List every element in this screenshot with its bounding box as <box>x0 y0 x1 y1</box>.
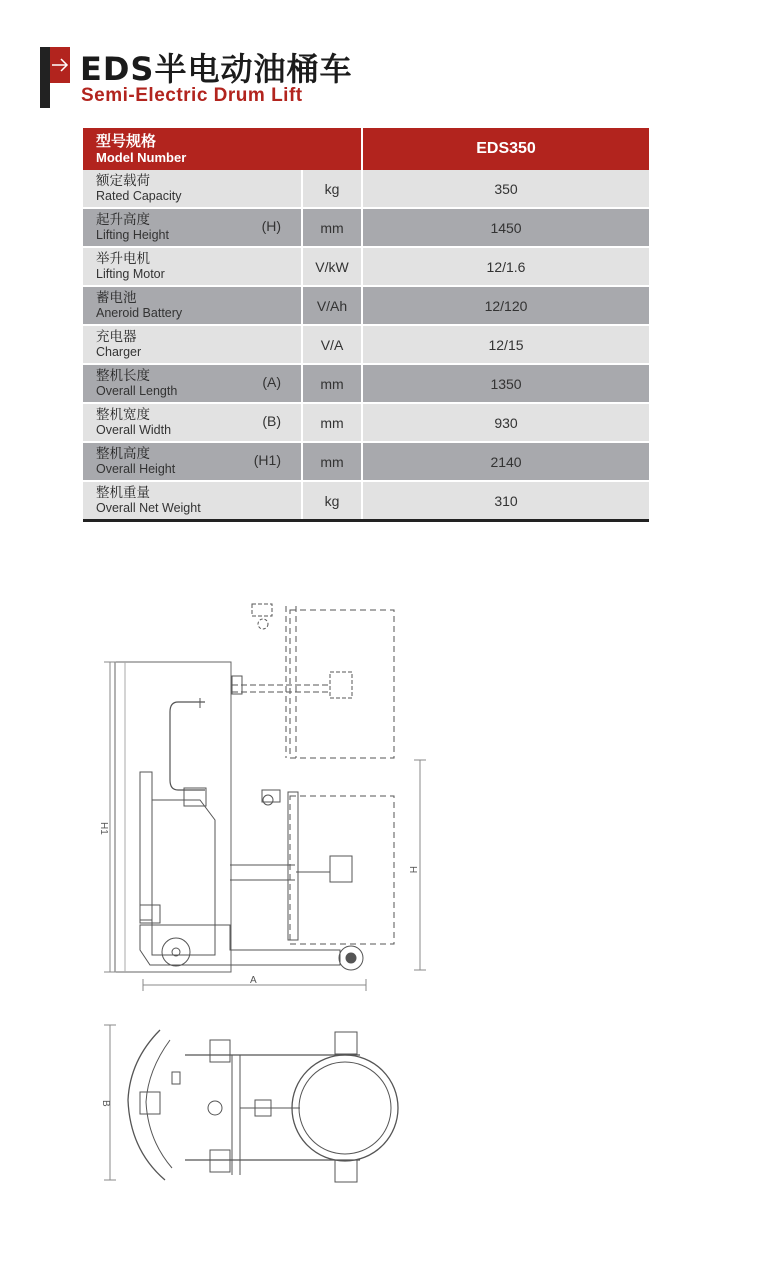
spec-unit: kg <box>302 481 362 521</box>
dim-label-a: A <box>250 975 257 986</box>
spec-unit: mm <box>302 442 362 481</box>
spec-name-cn: 起升高度 <box>96 211 150 228</box>
spec-value: 310 <box>362 481 649 521</box>
spec-name-en: Charger <box>96 344 142 359</box>
header-label-en: Model Number <box>96 150 187 165</box>
spec-name-cn: 整机宽度 <box>96 406 150 423</box>
page-title: EDS半电动油桶车 <box>80 50 353 88</box>
page-subtitle: Semi-Electric Drum Lift <box>81 85 303 106</box>
spec-name-cn: 蓄电池 <box>96 289 137 306</box>
spec-unit: V/kW <box>302 247 362 286</box>
spec-name-cn: 整机高度 <box>96 445 150 462</box>
spec-name-en: Overall Height <box>96 461 176 476</box>
dim-label-h: H <box>407 866 418 874</box>
spec-name-en: Lifting Motor <box>96 266 165 281</box>
spec-value: 1450 <box>362 208 649 247</box>
spec-name-en: Overall Net Weight <box>96 500 201 515</box>
spec-unit: V/Ah <box>302 286 362 325</box>
spec-value: 12/1.6 <box>362 247 649 286</box>
spec-value: 930 <box>362 403 649 442</box>
spec-unit: V/A <box>302 325 362 364</box>
spec-unit: mm <box>302 364 362 403</box>
spec-value: 12/15 <box>362 325 649 364</box>
spec-name-en: Lifting Height <box>96 227 169 242</box>
spec-value: 350 <box>362 170 649 208</box>
spec-name-cn: 整机长度 <box>96 367 150 384</box>
side-view-drawing <box>104 604 426 991</box>
spec-code: (H) <box>261 218 281 234</box>
spec-code: (H1) <box>253 452 281 468</box>
spec-value: 12/120 <box>362 286 649 325</box>
spec-name-cn: 充电器 <box>96 328 137 345</box>
spec-name-en: Overall Length <box>96 383 178 398</box>
spec-code: (A) <box>262 374 281 390</box>
spec-value: 1350 <box>362 364 649 403</box>
spec-name-en: Aneroid Battery <box>96 305 183 320</box>
dim-label-b: B <box>100 1100 111 1107</box>
spec-unit: mm <box>302 403 362 442</box>
top-view-drawing <box>104 1025 398 1182</box>
spec-unit: mm <box>302 208 362 247</box>
spec-code: (B) <box>262 413 281 429</box>
model-name: EDS350 <box>362 128 649 170</box>
dim-label-h1: H1 <box>98 822 109 835</box>
spec-value: 2140 <box>362 442 649 481</box>
spec-name-cn: 额定载荷 <box>96 172 150 189</box>
header-label-cn: 型号规格 <box>96 132 157 150</box>
spec-name-en: Rated Capacity <box>96 188 182 203</box>
spec-name-cn: 举升电机 <box>96 250 150 267</box>
spec-name-en: Overall Width <box>96 422 172 437</box>
spec-name-cn: 整机重量 <box>96 484 150 501</box>
spec-unit: kg <box>302 170 362 208</box>
